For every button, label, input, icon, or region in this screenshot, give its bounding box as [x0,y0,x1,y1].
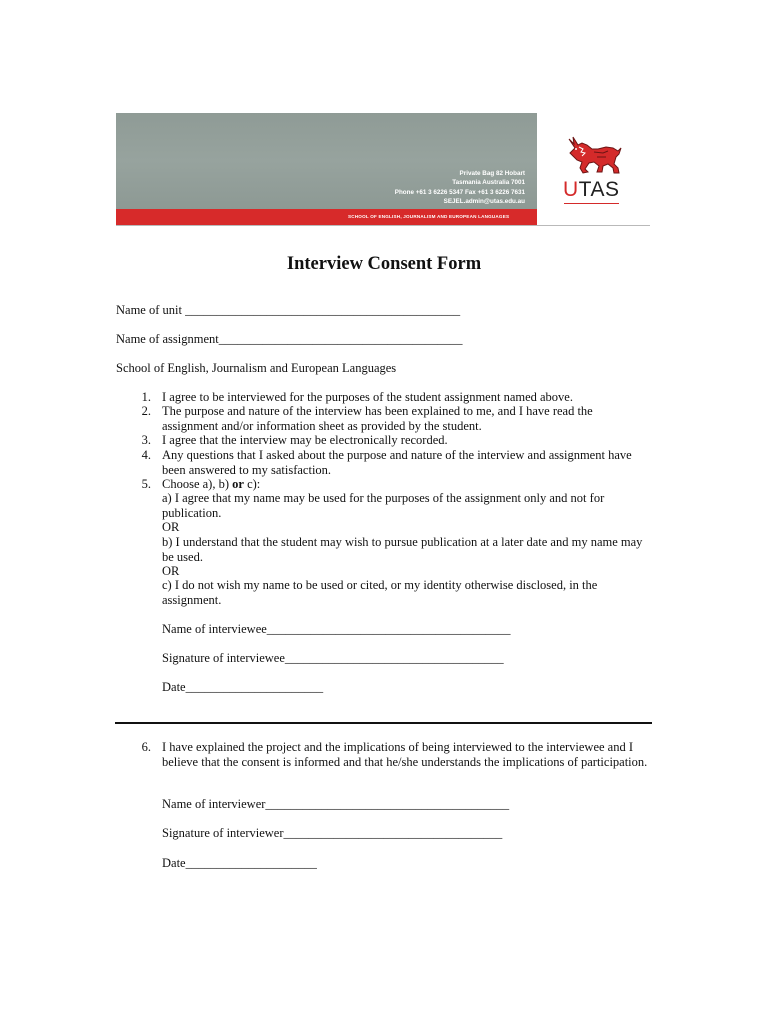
utas-wordmark-rest: TAS [578,178,620,201]
item-6-number: 6. [141,740,151,754]
option-a: a) I agree that my name may be used for the purposes of the assignment only and not for publication. [162,491,605,520]
item-4-text: Any questions that I asked about the purpose and nature of the interview and assignment have been answered to my satisfaction. [162,448,632,477]
school-name: School of English, Journalism and European Languages [116,361,397,375]
department-banner [116,209,537,225]
item-5-text-before: Choose a), b) [162,477,233,491]
phone-fax-line: Phone +61 3 6226 5347 Fax +61 3 6226 7631 [394,188,525,196]
item-2-text: The purpose and nature of the interview has been explained to me, and I have read the assignment and/or information sheet as provided by the student. [162,404,593,433]
item-6-text: I have explained the project and the implications of being interviewed to the interviewee and I believe that the consent is informed and that he/she understands the implications of participation. [162,740,648,769]
option-b: b) I understand that the student may wish to pursue publication at a later date and my name may be used. [162,535,643,564]
interviewee-date-field[interactable]: Date______________________ [162,680,324,694]
unit-name-field[interactable]: Name of unit ____________________________________________ [116,303,461,317]
or-separator-1: OR [162,520,180,534]
letterhead-grey-panel [116,113,537,209]
interviewee-name-field[interactable]: Name of interviewee_______________________________________ [162,622,511,636]
item-2-number: 2. [141,404,151,418]
email-line: SEJEL.admin@utas.edu.au [443,198,525,206]
red-lion-icon [561,135,623,175]
item-4-number: 4. [141,448,151,462]
utas-wordmark [563,179,619,200]
utas-underline [564,203,619,204]
assignment-name-field[interactable]: Name of assignment_______________________________________ [116,332,463,346]
item-5-text-bold: or [232,477,244,491]
interviewer-name-field[interactable]: Name of interviewer_______________________________________ [162,797,510,811]
address-line-2: Tasmania Australia 7001 [452,179,525,187]
address-line-1: Private Bag 82 Hobart [459,170,525,177]
item-3-number: 3. [141,433,151,447]
item-5-number: 5. [141,477,151,491]
or-separator-2: OR [162,564,180,578]
form-title: Interview Consent Form [286,254,482,274]
utas-wordmark-u: U [563,178,579,201]
option-c: c) I do not wish my name to be used or cited, or my identity otherwise disclosed, in the assignment. [162,578,598,607]
item-5-text [162,477,652,492]
section-divider [115,722,652,724]
item-1-text: I agree to be interviewed for the purposes of the student assignment named above. [162,390,573,404]
department-banner-text: SCHOOL OF ENGLISH, JOURNALISM AND EUROPEAN LANGUAGES [348,214,510,219]
utas-logo [537,113,650,225]
interviewee-signature-field[interactable]: Signature of interviewee___________________________________ [162,651,504,665]
interviewer-date-field[interactable]: Date_____________________ [162,856,317,870]
item-3-text: I agree that the interview may be electronically recorded. [162,433,448,447]
letterhead-address [395,169,525,207]
item-1-number: 1. [141,390,151,404]
interviewer-signature-field[interactable]: Signature of interviewer___________________________________ [162,826,503,840]
letterhead-bottom-rule [116,225,650,226]
letterhead [116,113,650,227]
item-5-text-after: c): [243,477,261,491]
